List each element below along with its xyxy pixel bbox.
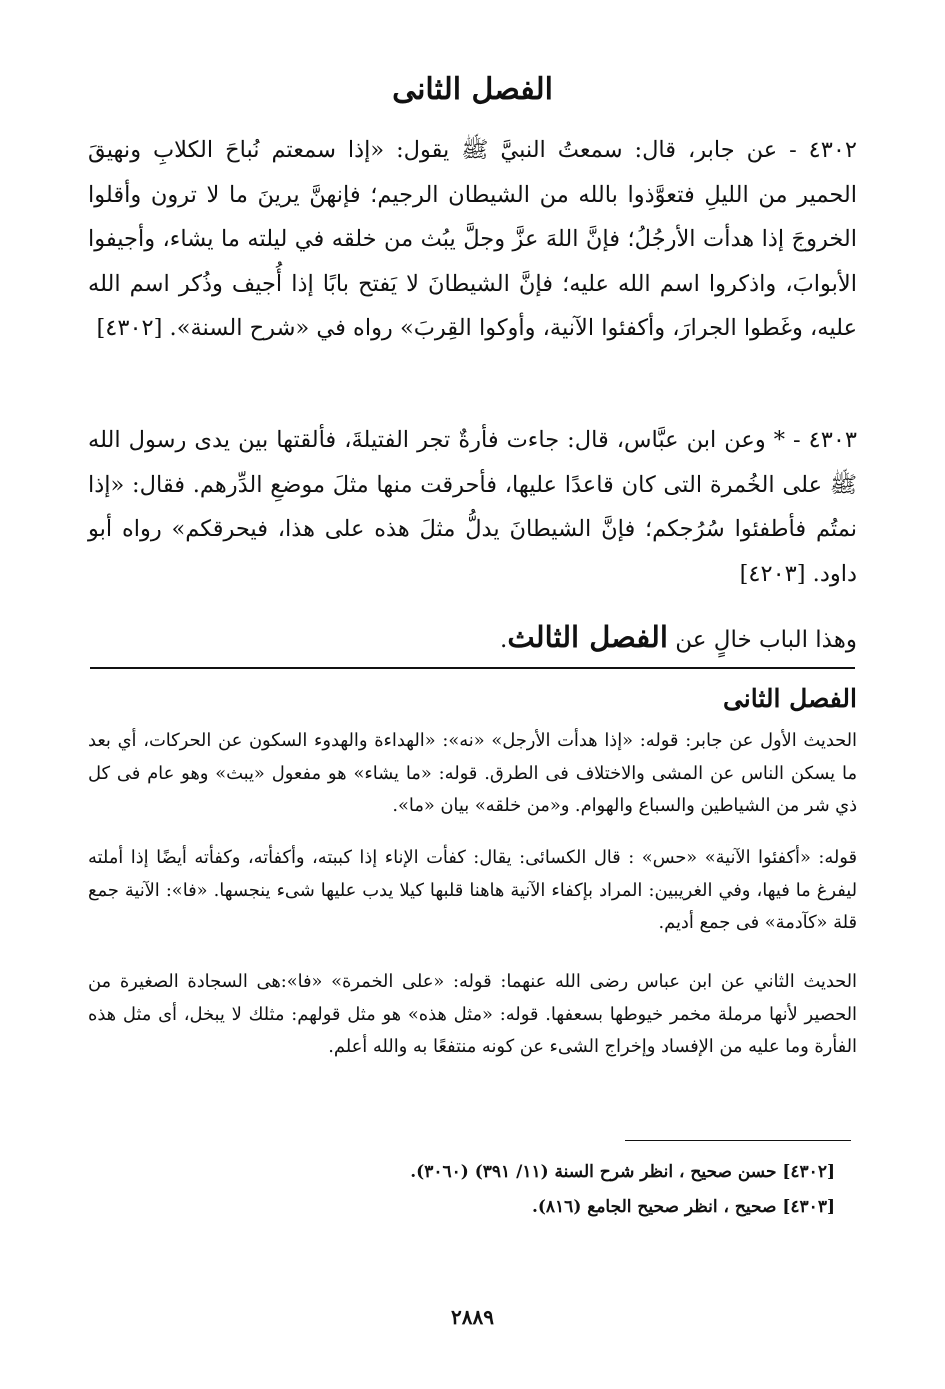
footnote-4303: [٤٣٠٣] صحيح ، انظر صحيح الجامع (٨١٦). <box>531 1197 835 1217</box>
endnote-bold: الفصل الثالث <box>507 620 668 654</box>
endnote-prefix: وهذا الباب خالٍ عن <box>675 627 857 653</box>
footnote-4302: [٤٣٠٢] حسن صحيح ، انظر شرح السنة (١١/ ٣٩١) (٣٠٦٠). <box>410 1162 835 1182</box>
section-title: الفصل الثانى <box>392 72 553 107</box>
hadith-4303: ٤٣٠٣ - * وعن ابن عبَّاس، قال: جاءت فأرةٌ تجر الفتيلةَ، فألقتها بين يدى رسول الله ﷺ على الخُمرة التى كان قاعدًا عليها، فأحرقت منها مثلَ موضعِ الدِّرهم. فقال: «إذا نمتُم فأطفئوا سُرُجكم؛ فإنَّ الشيطانَ يدلُّ مثلَ هذه على هذا، فيحرقكم» رواه أبو داود. [٤٢٠٣] <box>88 427 857 587</box>
commentary-paragraph-1: الحديث الأول عن جابر: قوله: «إذا هدأت الأرجل» «نه»: «الهداءة والهدوء السكون عن الحركات، أي بعد ما يسكن الناس عن المشى والاختلاف فى الطرق. قوله: «ما يشاء» هو مفعول «يبث» وهو عام فى كل ذي شر من الشياطين والسباع والهوام. و«من خلقه» بيان «ما». <box>88 730 857 816</box>
page-number: ٢٨٨٩ <box>451 1305 494 1329</box>
footnote-divider <box>625 1140 851 1141</box>
commentary-paragraph-2: قوله: «أكفئوا الآنية» «حس» : قال الكسائى: يقال: كفأت الإناء إذا كببته، وأكفأته، وكفأته أيضًا إذا أملته ليفرغ ما فيها، وفي الغريبين: المراد بإكفاء الآنية هاهنا قلبها كيلا يدب عليها شىء ينجسها. «فا»: الآنية جمع قلة «كآدمة» فى جمع أديم. <box>88 847 857 933</box>
commentary-title: الفصل الثانى <box>722 684 857 713</box>
main-divider <box>90 667 855 669</box>
endnote-suffix: . <box>500 627 508 653</box>
hadith-4302: ٤٣٠٢ - عن جابر، قال: سمعتُ النبيَّ ﷺ يقول: «إذا سمعتم نُباحَ الكلابِ ونهيقَ الحمير من الليلِ فتعوَّذوا بالله من الشيطان الرجيم؛ فإنهنَّ يرينَ ما لا ترون وأقلوا الخروجَ إذا هدأت الأرجُلُ؛ فإنَّ اللهَ عزَّ وجلَّ يبُث من خلقه في ليلته ما يشاء، وأجيفوا الأبوابَ، واذكروا اسم الله عليه؛ فإنَّ الشيطانَ لا يَفتح بابًا إذا أُجيف وذُكر اسم الله عليه، وغَطوا الجرارَ، وأكفئوا الآنية، وأوكوا القِربَ» رواه في «شرح السنة». [٤٣٠٢] <box>88 137 857 341</box>
commentary-paragraph-3: الحديث الثاني عن ابن عباس رضى الله عنهما: قوله: «على الخمرة» «فا»:هى السجادة الصغيرة من الحصير لأنها مرملة مخمر خيوطها بسعفها. قوله: «مثل هذه» هو مثل قولهم: مثلك لا يبخل، أى مثل هذه الفأرة وما عليه من الإفساد وإخراج الشىء عن كونه منتفعًا به والله أعلم. <box>88 971 857 1057</box>
chapter-endnote <box>88 614 857 663</box>
